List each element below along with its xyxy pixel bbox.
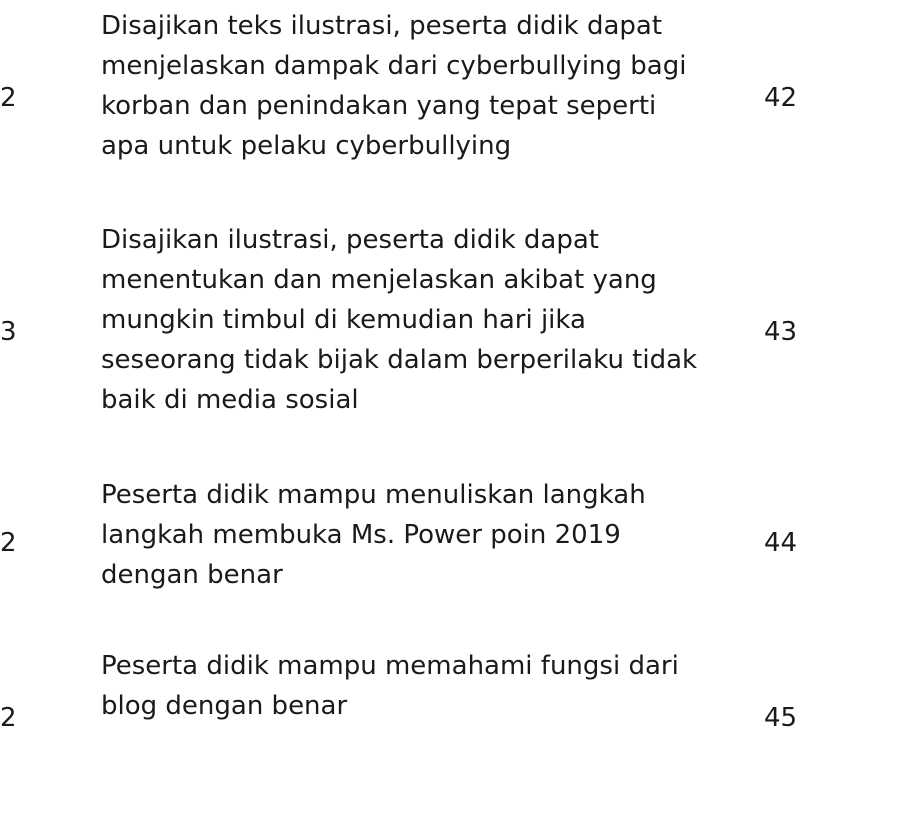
indicator-text: Peserta didik mampu memahami fungsi dari blog dengan benar: [101, 651, 679, 721]
cognitive-level: 2: [0, 528, 17, 558]
cognitive-level: 3: [0, 317, 17, 347]
question-number: 44: [764, 528, 798, 558]
question-number: 45: [764, 703, 798, 733]
cognitive-level: 2: [0, 83, 17, 113]
cognitive-level: 2: [0, 703, 17, 733]
indicator-text: Peserta didik mampu menuliskan langkah langkah membuka Ms. Power poin 2019 dengan benar: [101, 480, 646, 590]
indicator-text: Disajikan ilustrasi, peserta didik dapat menentukan dan menjelaskan akibat yang mungkin timbul di kemudian hari jika seseorang tidak bijak dalam berperilaku tidak baik di media sosial: [101, 225, 698, 415]
question-number: 43: [764, 317, 798, 347]
question-number: 42: [764, 83, 798, 113]
indicator-text: Disajikan teks ilustrasi, peserta didik dapat menjelaskan dampak dari cyberbullying bagi korban dan penindakan yang tepat seperti apa untuk pelaku cyberbullying: [101, 11, 687, 161]
